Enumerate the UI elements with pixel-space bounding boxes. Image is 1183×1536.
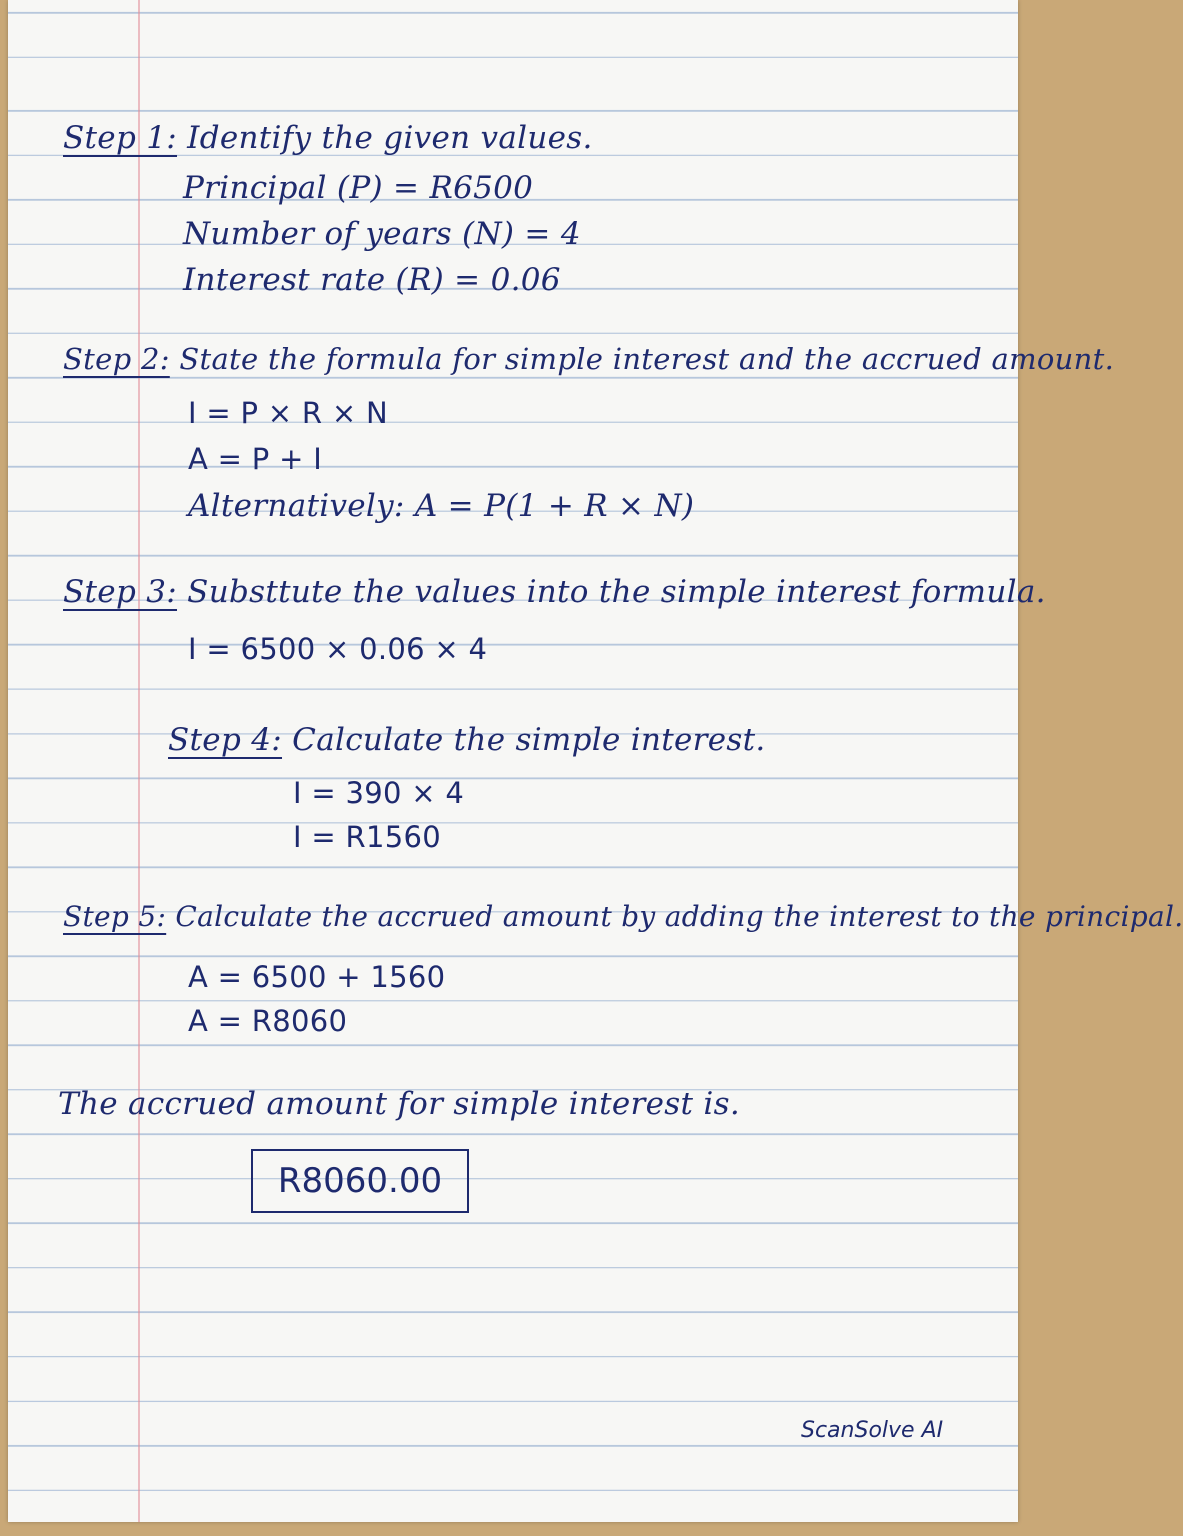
step-2-title: State the formula for simple interest and the accrued amount. bbox=[179, 342, 1115, 376]
notebook-page bbox=[8, 0, 1183, 1522]
final-answer: R8060.00 bbox=[277, 1161, 443, 1201]
step-3-label: Step 3: bbox=[63, 574, 178, 610]
step-1-heading bbox=[63, 120, 593, 156]
step-4-title: Calculate the simple interest. bbox=[292, 722, 766, 758]
margin-line bbox=[138, 0, 140, 1522]
step-2-heading bbox=[63, 342, 1114, 376]
step-2-line-2: A = P + I bbox=[188, 442, 323, 476]
step-5-label: Step 5: bbox=[63, 900, 167, 933]
step-2-label: Step 2: bbox=[63, 342, 170, 376]
step-5-heading bbox=[63, 900, 1183, 933]
step-5-title: Calculate the accrued amount by adding the interest to the principal. bbox=[175, 900, 1183, 933]
watermark: ScanSolve AI bbox=[801, 1418, 944, 1443]
conclusion-text: The accrued amount for simple interest is. bbox=[58, 1086, 740, 1122]
step-1-title: Identify the given values. bbox=[187, 120, 593, 156]
step-2-line-1: I = P × R × N bbox=[188, 396, 388, 430]
step-3-heading bbox=[63, 574, 1046, 610]
step-1-line-1: Principal (P) = R6500 bbox=[183, 170, 534, 206]
step-4-line-2: I = R1560 bbox=[293, 820, 441, 854]
step-4-line-1: I = 390 × 4 bbox=[293, 776, 465, 810]
step-3-line-1: I = 6500 × 0.06 × 4 bbox=[188, 632, 488, 666]
step-5-line-2: A = R8060 bbox=[188, 1004, 348, 1038]
step-5-line-1: A = 6500 + 1560 bbox=[188, 960, 446, 994]
final-answer-box bbox=[251, 1149, 469, 1213]
step-1-line-3: Interest rate (R) = 0.06 bbox=[183, 262, 561, 298]
step-4-heading bbox=[168, 722, 766, 758]
step-3-title: Substtute the values into the simple interest formula. bbox=[187, 574, 1046, 610]
step-1-line-2: Number of years (N) = 4 bbox=[183, 216, 581, 252]
step-2-line-3: Alternatively: A = P(1 + R × N) bbox=[188, 488, 695, 524]
step-4-label: Step 4: bbox=[168, 722, 283, 758]
step-1-label: Step 1: bbox=[63, 120, 178, 156]
